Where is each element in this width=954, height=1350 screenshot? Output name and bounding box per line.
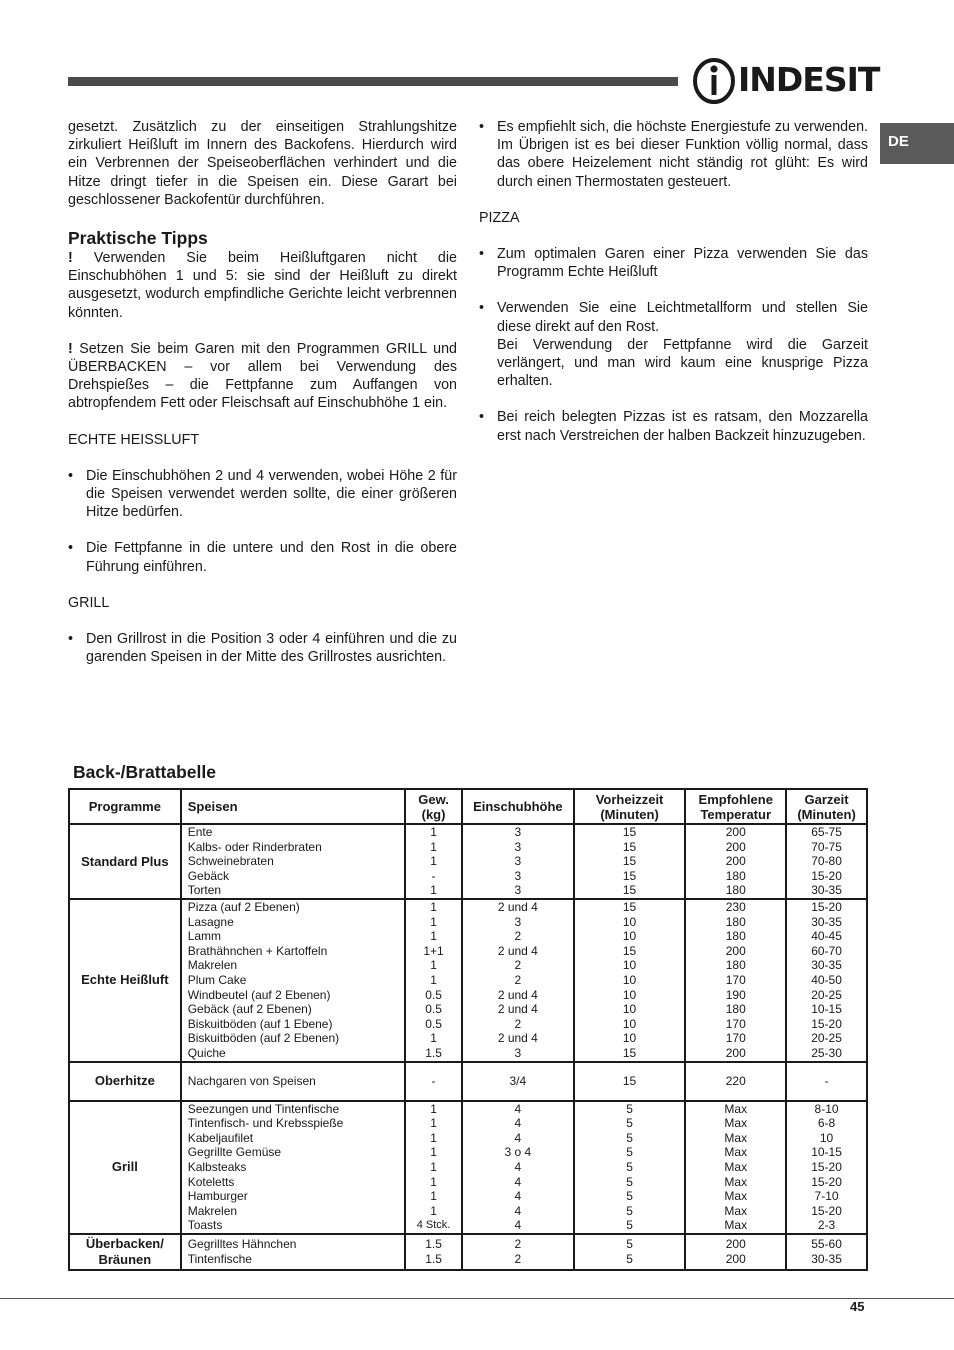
bullet-text: Es empfiehlt sich, die höchste Energiestufe zu verwenden. Im Übrigen ist es bei dieser Funktion völlig normal, dass das obere Heizelement nicht ständig rot glüht: Es wird durch einen Thermostaten gesteuert. [497, 119, 868, 190]
foods-value: Lasagne [187, 914, 234, 929]
level-value: 2 [514, 929, 522, 944]
preheat-value: 15 [622, 825, 637, 840]
foods-cell [181, 1101, 405, 1234]
foods-cell [181, 824, 405, 899]
bullet-text: Bei reich belegten Pizzas ist es ratsam, den Mozzarella erst nach Verstreichen der halben Backzeit hinzuzugeben. [497, 409, 868, 444]
weight-value: 1 [430, 900, 437, 914]
time-value: 40-45 [811, 929, 842, 944]
level-value: 3 [514, 825, 522, 840]
table-header-row [69, 789, 867, 824]
weight-value: 1 [430, 839, 437, 854]
weight-value: 1.5 [425, 1045, 442, 1060]
time-value: 15-20 [811, 1203, 842, 1218]
column-header: Gew. (kg) [405, 789, 462, 824]
bullet-text: Zum optimalen Garen einer Pizza verwenden Sie das Programm Echte Heißluft [497, 246, 868, 281]
weight-cell [405, 1062, 462, 1101]
time-cell [786, 1062, 867, 1101]
temp-cell [685, 1101, 786, 1234]
time-value: 55-60 [811, 1237, 842, 1252]
weight-value: 1 [430, 1116, 437, 1131]
time-value: 20-25 [811, 987, 842, 1002]
preheat-value: 10 [622, 987, 637, 1002]
column-header: Programme [69, 789, 181, 824]
bullet-icon: • [68, 540, 74, 557]
time-cell [786, 824, 867, 899]
weight-value: 4 Stck. [416, 1219, 451, 1232]
intro-paragraph: gesetzt. Zusätzlich zu der einseitigen Strahlungshitze zirkuliert Heißluft im Innern des Backofens. Hierdurch wird ein Verbrennen der Speiseoberflächen verhindert und die Hitze dringt tiefer in die Speisen ein. Diese Garart bei geschlossener Backofentür durchführen. [68, 119, 457, 208]
level-value: 2 [514, 972, 522, 987]
bullet-item [479, 408, 868, 444]
level-value: 4 [514, 1218, 522, 1233]
tip-paragraph [68, 249, 457, 322]
temp-value: 230 [725, 900, 746, 914]
foods-value: Kalbsteaks [187, 1159, 247, 1174]
preheat-cell [574, 1101, 686, 1234]
level-value: 2 [514, 1251, 522, 1266]
table-title: Back-/Brattabelle [73, 762, 216, 782]
level-value: 4 [514, 1189, 522, 1204]
time-value: 10-15 [811, 1002, 842, 1017]
weight-value: 0.5 [425, 1002, 442, 1017]
preheat-value: 15 [622, 854, 637, 869]
footer-rule [0, 1298, 954, 1299]
foods-value: Toasts [187, 1218, 223, 1233]
weight-value: 1 [430, 854, 437, 869]
weight-value: 0.5 [425, 987, 442, 1002]
subheading: ECHTE HEISSLUFT [68, 431, 200, 448]
temp-cell [685, 1234, 786, 1270]
level-value: 2 und 4 [497, 900, 538, 914]
temp-value: Max [724, 1174, 748, 1189]
time-value: 70-75 [811, 839, 842, 854]
time-value: 30-35 [811, 958, 842, 973]
time-value: 30-35 [811, 1251, 842, 1266]
time-value: 8-10 [814, 1101, 839, 1116]
temp-value: Max [724, 1116, 748, 1131]
table-row [69, 1101, 867, 1234]
foods-value: Makrelen [187, 1203, 238, 1218]
level-value: 2 und 4 [497, 1002, 538, 1017]
level-value: 4 [514, 1203, 522, 1218]
subheading: GRILL [68, 594, 110, 611]
temp-value: Max [724, 1159, 748, 1174]
level-cell [462, 824, 574, 899]
preheat-value: 15 [622, 1073, 637, 1088]
time-value: 2-3 [817, 1218, 836, 1233]
column-header: Empfohlene Temperatur [685, 789, 786, 824]
foods-value: Makrelen [187, 958, 238, 973]
time-value: 70-80 [811, 854, 842, 869]
foods-value: Nachgaren von Speisen [187, 1073, 316, 1088]
bullet-item [479, 245, 868, 281]
foods-value: Brathähnchen + Kartoffeln [187, 943, 328, 958]
time-value: 40-50 [811, 972, 842, 987]
time-cell [786, 1101, 867, 1234]
level-value: 4 [514, 1101, 522, 1116]
foods-value: Windbeutel (auf 2 Ebenen) [187, 987, 331, 1002]
foods-value: Gebäck [187, 868, 230, 883]
program-cell: Überbacken/ Bräunen [69, 1234, 181, 1270]
preheat-value: 10 [622, 1031, 637, 1046]
level-value: 2 [514, 1237, 522, 1252]
level-value: 4 [514, 1159, 522, 1174]
time-cell [786, 1234, 867, 1270]
right-column [479, 118, 868, 445]
temp-value: 170 [725, 972, 746, 987]
time-value: 65-75 [811, 825, 842, 840]
level-value: 4 [514, 1116, 522, 1131]
temp-value: 200 [725, 1045, 746, 1060]
preheat-value: 10 [622, 1002, 637, 1017]
weight-value: 1 [430, 1159, 437, 1174]
temp-value: Max [724, 1145, 748, 1160]
preheat-value: 15 [622, 943, 637, 958]
warning-mark: ! [68, 340, 73, 357]
tip-text: Verwenden Sie beim Heißluftgaren nicht die Einschubhöhen 1 und 5: sie sind der Heißluft zu direkt ausgesetzt, wodurch empfindliche Gerichte leicht verbrennen könnten. [68, 250, 457, 321]
table-row [69, 899, 867, 1062]
weight-cell [405, 899, 462, 1062]
weight-value: 1 [430, 1031, 437, 1046]
program-cell: Oberhitze [69, 1062, 181, 1101]
preheat-value: 5 [626, 1130, 633, 1145]
level-cell [462, 1062, 574, 1101]
foods-value: Tintenfische [187, 1251, 252, 1266]
temp-value: Max [724, 1189, 748, 1204]
foods-cell [181, 899, 405, 1062]
weight-value: 1 [430, 1174, 437, 1189]
bullet-icon: • [479, 119, 485, 135]
time-cell [786, 899, 867, 1062]
subheading: PIZZA [479, 209, 520, 226]
time-value: 15-20 [811, 1174, 842, 1189]
temp-value: 170 [725, 1016, 746, 1031]
temp-value: 200 [725, 1251, 746, 1266]
preheat-value: 5 [626, 1251, 633, 1266]
temp-value: 180 [725, 914, 746, 929]
temp-value: 180 [725, 868, 746, 883]
weight-value: 1.5 [425, 1237, 442, 1252]
weight-cell [405, 1234, 462, 1270]
tip-paragraph [68, 340, 457, 413]
logo-mark-icon [692, 56, 738, 106]
cooking-table [68, 788, 868, 1271]
level-cell [462, 1234, 574, 1270]
program-cell: Standard Plus [69, 824, 181, 899]
preheat-cell [574, 1234, 686, 1270]
weight-value: 1 [430, 1189, 437, 1204]
preheat-value: 5 [626, 1174, 633, 1189]
foods-value: Gebäck (auf 2 Ebenen) [187, 1002, 312, 1017]
preheat-value: 5 [626, 1189, 633, 1204]
preheat-cell [574, 1062, 686, 1101]
temp-value: 200 [725, 825, 746, 840]
preheat-value: 5 [626, 1145, 633, 1160]
header-rule [68, 77, 678, 86]
column-header: Speisen [181, 789, 405, 824]
temp-value: 200 [725, 1237, 746, 1252]
temp-value: Max [724, 1203, 748, 1218]
level-value: 3 [514, 914, 522, 929]
preheat-value: 5 [626, 1218, 633, 1233]
temp-value: 170 [725, 1031, 746, 1046]
level-value: 3 [514, 868, 522, 883]
bullet-icon: • [479, 300, 485, 317]
preheat-value: 15 [622, 900, 637, 914]
level-value: 2 und 4 [497, 987, 538, 1002]
time-value: 20-25 [811, 1031, 842, 1046]
preheat-value: 10 [622, 958, 637, 973]
foods-value: Lamm [187, 929, 222, 944]
foods-value: Koteletts [187, 1174, 235, 1189]
foods-value: Pizza (auf 2 Ebenen) [187, 900, 300, 914]
preheat-value: 15 [622, 883, 637, 898]
temp-value: 190 [725, 987, 746, 1002]
time-value: 15-20 [811, 900, 842, 914]
bullet-text: Bei Verwendung der Fettpfanne wird die Garzeit verlängert, und man wird kaum eine knusprige Pizza erhalten. [497, 336, 868, 390]
temp-value: 180 [725, 1002, 746, 1017]
bullet-text: Den Grillrost in die Position 3 oder 4 einführen und die zu garenden Speisen in der Mitte des Grillrostes ausrichten. [86, 631, 457, 666]
foods-value: Seezungen und Tintenfische [187, 1101, 340, 1116]
column-header: Garzeit (Minuten) [786, 789, 867, 824]
preheat-value: 15 [622, 1045, 637, 1060]
foods-value: Gegrillte Gemüse [187, 1145, 282, 1160]
weight-cell [405, 824, 462, 899]
preheat-value: 5 [626, 1237, 633, 1252]
foods-value: Plum Cake [187, 972, 247, 987]
temp-cell [685, 899, 786, 1062]
tip-text: Setzen Sie beim Garen mit den Programmen GRILL und ÜBERBACKEN – vor allem bei Verwendung des Drehspießes – die Fettpfanne zum Auffangen von abtropfendem Fett oder Fleischsaft auf Einschubhöhe 1 ein. [68, 340, 457, 412]
weight-value: 1 [430, 972, 437, 987]
bullet-text: Die Fettpfanne in die untere und den Rost in die obere Führung einführen. [86, 540, 457, 575]
weight-value: 1.5 [425, 1251, 442, 1266]
program-cell: Grill [69, 1101, 181, 1234]
temp-value: 180 [725, 958, 746, 973]
level-value: 4 [514, 1130, 522, 1145]
preheat-value: 5 [626, 1159, 633, 1174]
time-value: 15-20 [811, 1016, 842, 1031]
bullet-item [479, 299, 868, 390]
level-cell [462, 899, 574, 1062]
weight-value: 1 [430, 914, 437, 929]
preheat-cell [574, 899, 686, 1062]
foods-value: Schweinebraten [187, 854, 274, 869]
preheat-value: 15 [622, 868, 637, 883]
page-number: 45 [850, 1299, 865, 1314]
weight-value: 1 [430, 1203, 437, 1218]
foods-value: Torten [187, 883, 222, 898]
preheat-value: 5 [626, 1203, 633, 1218]
preheat-value: 10 [622, 1016, 637, 1031]
preheat-cell [574, 824, 686, 899]
foods-cell [181, 1062, 405, 1101]
level-value: 2 und 4 [497, 1031, 538, 1046]
temp-value: 200 [725, 839, 746, 854]
time-value: 30-35 [811, 883, 842, 898]
weight-value: 1 [430, 929, 437, 944]
level-value: 4 [514, 1174, 522, 1189]
language-tab: DE [880, 123, 954, 164]
level-value: 3 [514, 854, 522, 869]
foods-value: Tintenfisch- und Krebsspieße [187, 1116, 344, 1131]
temp-value: 200 [725, 854, 746, 869]
temp-cell [685, 1062, 786, 1101]
temp-value: Max [724, 1218, 748, 1233]
preheat-value: 10 [622, 972, 637, 987]
weight-value: 1 [430, 1101, 437, 1116]
foods-value: Biskuitböden (auf 1 Ebene) [187, 1016, 333, 1031]
preheat-value: 10 [622, 914, 637, 929]
foods-value: Gegrilltes Hähnchen [187, 1237, 297, 1252]
level-cell [462, 1101, 574, 1234]
column-header: Einschubhöhe [462, 789, 574, 824]
column-header: Vorheizzeit (Minuten) [574, 789, 686, 824]
weight-value: 1 [430, 1130, 437, 1145]
time-value: 15-20 [811, 1159, 842, 1174]
time-value: 25-30 [811, 1045, 842, 1060]
level-value: 3 [514, 839, 522, 854]
preheat-value: 15 [622, 839, 637, 854]
table-row [69, 1234, 867, 1270]
temp-value: Max [724, 1101, 748, 1116]
level-value: 2 [514, 958, 522, 973]
weight-value: 1 [430, 825, 437, 840]
foods-value: Kabeljaufilet [187, 1130, 254, 1145]
time-value: 10-15 [811, 1145, 842, 1160]
level-value: 3 [514, 1045, 522, 1060]
indesit-logo [692, 56, 880, 106]
level-value: 3/4 [509, 1073, 527, 1088]
time-value: - [824, 1073, 829, 1088]
level-value: 2 [514, 1016, 522, 1031]
time-value: 60-70 [811, 943, 842, 958]
bullet-icon: • [479, 246, 485, 263]
weight-value: 1 [430, 1145, 437, 1160]
weight-value: - [431, 868, 436, 883]
weight-value: 1 [430, 958, 437, 973]
weight-value: 0.5 [425, 1016, 442, 1031]
bullet-icon: • [68, 631, 74, 648]
bullet-item [68, 630, 457, 666]
preheat-value: 5 [626, 1101, 633, 1116]
bullet-icon: • [479, 409, 485, 426]
temp-value: 200 [725, 943, 746, 958]
preheat-value: 5 [626, 1116, 633, 1131]
logo-wordmark: INDESIT [738, 60, 880, 99]
weight-value: - [431, 1073, 436, 1088]
bullet-item [68, 467, 457, 522]
foods-value: Kalbs- oder Rinderbraten [187, 839, 322, 854]
level-value: 3 o 4 [504, 1145, 532, 1160]
weight-value: 1+1 [423, 943, 444, 958]
temp-value: 220 [725, 1073, 746, 1088]
bullet-text: Verwenden Sie eine Leichtmetallform und stellen Sie diese direkt auf den Rost. [497, 300, 868, 335]
left-column [68, 118, 457, 666]
warning-mark: ! [68, 250, 73, 267]
level-value: 3 [514, 883, 522, 898]
temp-value: Max [724, 1130, 748, 1145]
bullet-text: Die Einschubhöhen 2 und 4 verwenden, wobei Höhe 2 für die Speisen verwendet werden sollte, die einer größeren Hitze bedürfen. [86, 467, 457, 521]
preheat-value: 10 [622, 929, 637, 944]
temp-cell [685, 824, 786, 899]
time-value: 30-35 [811, 914, 842, 929]
foods-value: Hamburger [187, 1189, 248, 1204]
section-heading: Praktische Tipps [68, 228, 208, 249]
temp-value: 180 [725, 929, 746, 944]
table-row [69, 1062, 867, 1101]
foods-value: Quiche [187, 1045, 226, 1060]
time-value: 6-8 [817, 1116, 836, 1131]
time-value: 10 [819, 1130, 834, 1145]
temp-value: 180 [725, 883, 746, 898]
weight-cell [405, 1101, 462, 1234]
bullet-item [479, 118, 868, 191]
program-cell: Echte Heißluft [69, 899, 181, 1062]
bullet-icon: • [68, 467, 74, 484]
foods-cell [181, 1234, 405, 1270]
weight-value: 1 [430, 883, 437, 898]
level-value: 2 und 4 [497, 943, 538, 958]
table-row [69, 824, 867, 899]
foods-value: Ente [187, 825, 213, 840]
foods-value: Biskuitböden (auf 2 Ebenen) [187, 1031, 340, 1046]
time-value: 15-20 [811, 868, 842, 883]
time-value: 7-10 [814, 1189, 839, 1204]
bullet-item [68, 539, 457, 575]
